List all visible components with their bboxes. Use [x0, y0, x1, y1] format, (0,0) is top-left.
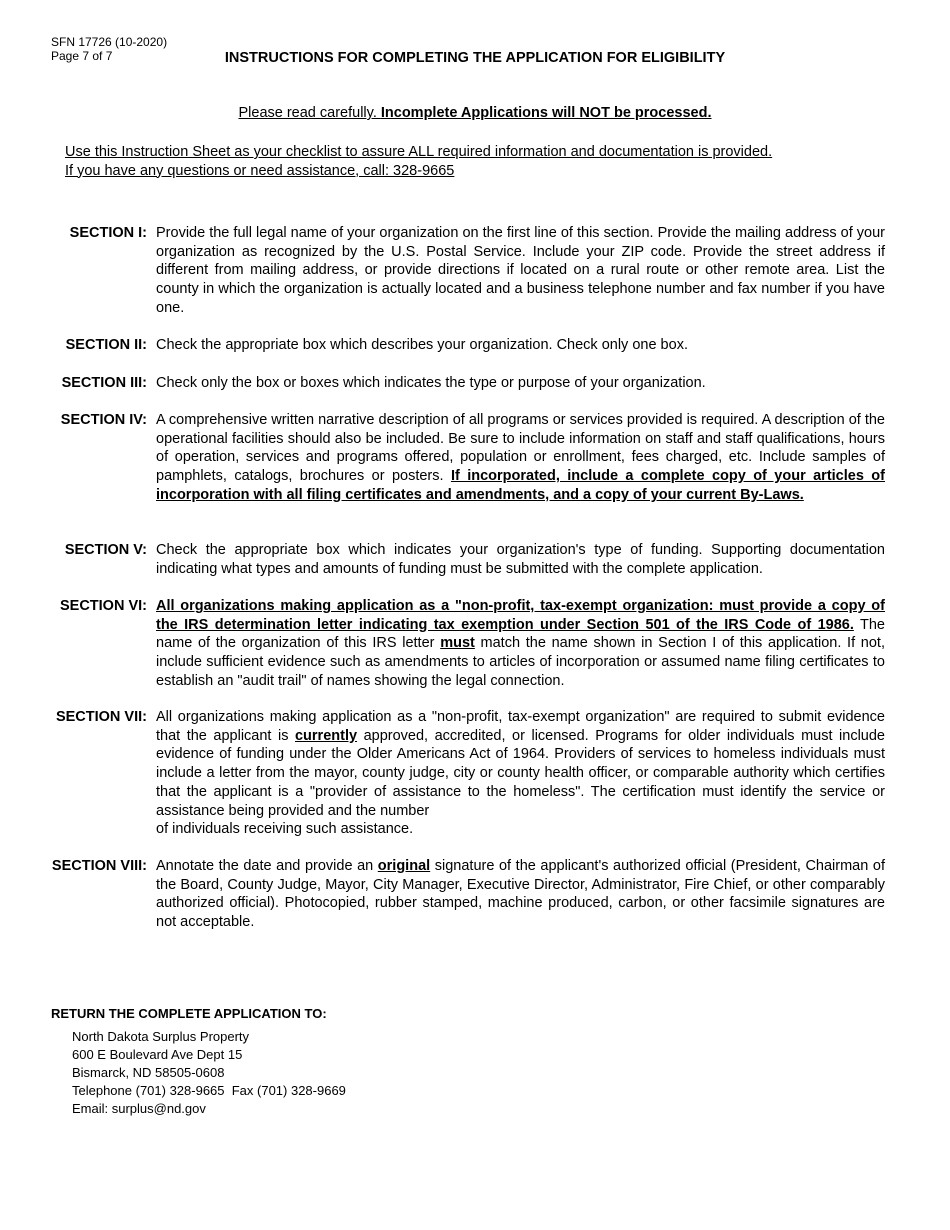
address-city: Bismarck, ND 58505-0608	[72, 1065, 225, 1080]
notice-warning: Incomplete Applications will NOT be processed.	[380, 105, 712, 121]
section-6-body-a: The name of the organization of this IRS letter	[156, 616, 885, 652]
checklist-line-2: If you have any questions or need assistance, call: 328-9665	[65, 162, 455, 179]
section-6-must: must	[440, 635, 475, 652]
section-4-body: A comprehensive written narrative description of all programs or services provided is required. A description of the operational facilities should also be included. Be sure to include information on staff and staff qualifications, hours of operation, services and programs offered, population or enrollment, fees charged, etc. Include samples of pamphlets, catalogs, brochures or posters.	[156, 412, 885, 485]
address-phone: Telephone (701) 328-9665 Fax (701) 328-9669	[72, 1083, 346, 1098]
section-2-label: SECTION II:	[65, 337, 147, 353]
section-1-label: SECTION I:	[69, 225, 147, 241]
address-street: 600 E Boulevard Ave Dept 15	[72, 1047, 243, 1062]
section-4-text	[156, 411, 885, 505]
section-8-body-b: signature of the applicant's authorized official (President, Chairman of the Board, County Judge, Mayor, City Manager, Executive Director, Administrator, Fire Chief, or other comparably authorized official). Photocopied, rubber stamped, machine produced, carbon, or other facsimile signatures are not acceptable.	[156, 858, 885, 931]
return-address	[72, 1028, 346, 1118]
address-organization: North Dakota Surplus Property	[72, 1029, 250, 1044]
section-2-text: Check the appropriate box which describes your organization. Check only one box.	[156, 337, 688, 353]
section-8-text	[156, 857, 885, 932]
section-8-body-a: Annotate the date and provide an	[156, 858, 378, 874]
section-6-emphasis: All organizations making application as a "non-profit, tax-exempt organization: must provide a copy of the IRS determination letter indicating tax exemption under Section 501 of the IRS Code of 1986.	[156, 598, 885, 633]
page-title-text: INSTRUCTIONS FOR COMPLETING THE APPLICATION FOR ELIGIBILITY	[224, 50, 726, 66]
section-4-label: SECTION IV:	[60, 412, 147, 428]
section-4-emphasis: If incorporated, include a complete copy of your articles of incorporation with all filing certificates and amendments, and a copy of your current By-Laws.	[156, 468, 885, 503]
section-5-text: Check the appropriate box which indicates your organization's type of funding. Supporting documentation indicating what types and amounts of funding must be submitted with the complete application.	[156, 542, 885, 577]
section-7-body-b: approved, accredited, or licensed. Programs for older individuals must include evidence of funding under the Older Americans Act of 1964. Providers of services to homeless individuals must include a letter from the mayor, county judge, city or county health officer, or comparable authority which certifies that the applicant is a "provider of assistance to the homeless". The certification must identify the service or assistance being provided and the number	[156, 727, 885, 819]
section-1-text: Provide the full legal name of your organization on the first line of this section. Provide the mailing address of your organization as recognized by the U.S. Postal Service. Include your ZIP code. Provide the street address if different from mailing address, or provide directions if located on a rural route or other remote area. List the county in which the organization is actually located and a business telephone number and fax number if you have one.	[156, 225, 885, 316]
address-email: Email: surplus@nd.gov	[72, 1101, 206, 1116]
section-3-text: Check only the box or boxes which indicates the type or purpose of your organization.	[156, 375, 706, 391]
return-heading: RETURN THE COMPLETE APPLICATION TO:	[51, 1006, 327, 1021]
page-number: Page 7 of 7	[51, 49, 113, 63]
section-7-currently: currently	[294, 727, 358, 744]
section-8-label: SECTION VIII:	[51, 858, 147, 874]
notice-lead: Please read carefully.	[238, 105, 381, 121]
notice	[0, 105, 950, 121]
section-5-label: SECTION V:	[64, 542, 147, 558]
section-8-original: original	[377, 858, 431, 874]
section-7-label: SECTION VII:	[55, 709, 147, 725]
section-7-body-c: of individuals receiving such assistance.	[156, 821, 414, 838]
checklist-line-1: Use this Instruction Sheet as your checklist to assure ALL required information and documentation is provided.	[65, 144, 773, 160]
section-7-body-a: All organizations making application as a "non-profit, tax-exempt organization" are required to submit evidence that the applicant is	[156, 709, 885, 744]
section-6-text	[156, 597, 885, 691]
checklist-note	[65, 143, 772, 180]
section-7-text	[156, 708, 885, 839]
page-title	[0, 50, 950, 66]
form-number: SFN 17726 (10-2020)	[51, 35, 168, 49]
section-6-label: SECTION VI:	[59, 598, 147, 614]
section-6-body-b: match the name shown in Section I of this application. If not, include sufficient evidence such as amendments to articles of incorporation or assumed name filing certificates to establish an "audit trail" of names showing the legal connection.	[156, 635, 885, 689]
section-3-label: SECTION III:	[61, 375, 147, 391]
